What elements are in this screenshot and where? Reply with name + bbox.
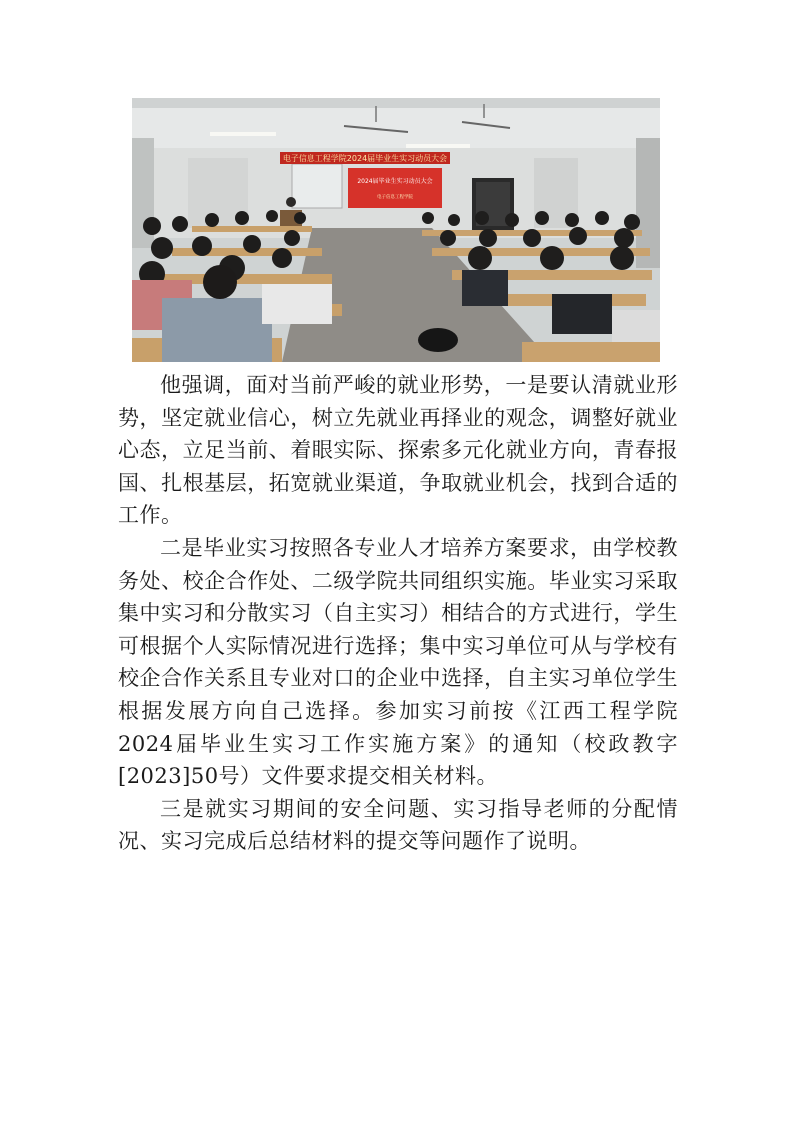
paragraph-internship-arrangement: 二是毕业实习按照各专业人才培养方案要求，由学校教务处、校企合作处、二级学院共同组织实施。毕业实习采取集中实习和分散实习（自主实习）相结合的方式进行，学生可根据个人实际情况进行选择；集中实习单位可从与学校有校企合作关系且专业对口的企业中选择，自主实习单位学生根据发展方向自己选择。参加实习前按《江西工程学院2024届毕业生实习工作实施方案》的通知（校政教字[2023]50号）文件要求提交相关材料。 <box>118 535 678 789</box>
screen-title: 2024届毕业生实习动员大会 <box>357 178 433 185</box>
screen-subtitle: 电子信息工程学院 <box>377 195 413 200</box>
paragraph-employment-situation: 他强调，面对当前严峻的就业形势，一是要认清就业形势，坚定就业信心，树立先就业再择业的观念，调整好就业心态，立足当前、着眼实际、探索多元化就业方向，青春报国、扎根基层，拓宽就业渠道，争取就业机会，找到合适的工作。 <box>118 373 678 528</box>
meeting-photo <box>132 98 660 362</box>
paragraph-safety-notes: 三是就实习期间的安全问题、实习指导老师的分配情况、实习完成后总结材料的提交等问题作了说明。 <box>118 796 678 854</box>
banner-text: 电子信息工程学院2024届毕业生实习动员大会 <box>282 154 448 163</box>
article-body <box>118 369 678 858</box>
